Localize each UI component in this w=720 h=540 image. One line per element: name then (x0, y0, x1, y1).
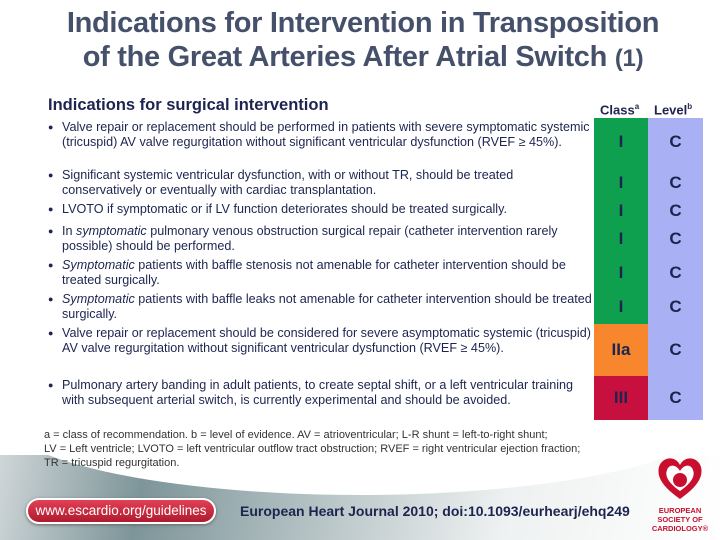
class-cell: I (594, 166, 648, 200)
heart-logo-icon (655, 455, 705, 501)
recommendation-text (48, 258, 593, 287)
class-header-sup: a (634, 102, 640, 111)
recommendation-content: patients with baffle leaks not amenable for catheter intervention should be treated surgically. (62, 292, 592, 321)
footnote-line: TR = tricuspid regurgitation. (44, 457, 180, 469)
recommendations-table (0, 118, 720, 420)
table-row (0, 376, 720, 420)
recommendation-text (48, 292, 593, 321)
recommendation-content: pulmonary venous obstruction surgical repair (catheter intervention rarely possible) should be performed. (62, 224, 558, 253)
table-row (0, 290, 720, 324)
recommendation-text (48, 224, 593, 253)
recommendation-content: Valve repair or replacement should be performed in patients with severe symptomatic systemic (tricuspid) AV valve regurgitation without significant ventricular dysfunction (RVEF ≥ 45%). (62, 120, 590, 149)
recommendation-text (48, 168, 593, 197)
recommendation-text (48, 378, 593, 407)
bullet-icon: ● (48, 204, 54, 214)
recommendation-body (48, 378, 593, 407)
emphasis: Symptomatic (62, 292, 135, 306)
class-header-text: Class (600, 102, 635, 118)
table-row (0, 324, 720, 376)
bullet-icon: ● (48, 122, 54, 132)
recommendation-body (48, 258, 593, 287)
level-cell: C (648, 200, 703, 222)
title-line-2 (18, 40, 708, 76)
level-cell: C (648, 290, 703, 324)
emphasis: symptomatic (76, 224, 147, 238)
text-prefix: In (62, 224, 77, 238)
recommendation-body (48, 168, 593, 197)
level-cell: C (648, 324, 703, 376)
slide-title (18, 6, 708, 76)
level-cell: C (648, 222, 703, 256)
table-row (0, 200, 720, 222)
title-line-2-text: of the Great Arteries After Atrial Switch (82, 41, 608, 73)
recommendation-body (48, 292, 593, 321)
table-row (0, 118, 720, 166)
level-header-sup: b (687, 102, 693, 111)
class-cell: I (594, 256, 648, 290)
footnote (44, 428, 644, 470)
recommendation-body (48, 326, 593, 355)
level-cell: C (648, 256, 703, 290)
recommendation-body (48, 224, 593, 253)
recommendation-text (48, 326, 593, 355)
class-cell: I (594, 222, 648, 256)
class-header (600, 102, 639, 117)
guidelines-link[interactable]: www.escardio.org/guidelines (26, 498, 216, 524)
table-row (0, 222, 720, 256)
logo-text: EUROPEAN (658, 506, 702, 515)
title-number: (1) (614, 45, 644, 72)
bullet-icon: ● (48, 170, 54, 180)
title-line-1: Indications for Intervention in Transposition (66, 7, 660, 39)
recommendation-body (48, 202, 593, 217)
level-header (654, 102, 692, 117)
recommendation-body (48, 120, 593, 149)
bullet-icon: ● (48, 380, 54, 390)
esc-logo (640, 455, 720, 533)
bullet-icon: ● (48, 294, 54, 304)
level-cell: C (648, 118, 703, 166)
level-cell: C (648, 376, 703, 420)
footnote-line: a = class of recommendation. b = level of evidence. AV = atrioventricular; L-R shunt = left-to-right shunt; (44, 429, 548, 441)
level-cell: C (648, 166, 703, 200)
recommendation-content: Pulmonary artery banding in adult patients, to create septal shift, or a left ventricular training with subsequent arterial switch, is currently experimental and should be avoided. (62, 378, 574, 407)
recommendation-content: Valve repair or replacement should be considered for severe asymptomatic systemic (tricuspid) AV valve regurgitation without significant ventricular dysfunction (RVEF ≥ 45%). (62, 326, 591, 355)
emphasis: Symptomatic (62, 258, 135, 272)
class-cell: I (594, 118, 648, 166)
recommendation-text (48, 202, 593, 217)
class-cell: I (594, 200, 648, 222)
table-heading: Indications for surgical intervention (48, 96, 329, 114)
class-cell: I (594, 290, 648, 324)
logo-text: CARDIOLOGY® (651, 524, 709, 533)
journal-reference: European Heart Journal 2010; doi:10.1093/eurhearj/ehq249 (240, 503, 630, 519)
logo-text: SOCIETY OF (657, 515, 703, 524)
bullet-icon: ● (48, 226, 54, 236)
table-row (0, 256, 720, 290)
bullet-icon: ● (48, 328, 54, 338)
recommendation-content: LVOTO if symptomatic or if LV function deteriorates should be treated surgically. (62, 202, 507, 216)
class-cell: IIa (594, 324, 648, 376)
class-cell: III (594, 376, 648, 420)
level-header-text: Level (654, 102, 688, 118)
table-row (0, 166, 720, 200)
bullet-icon: ● (48, 260, 54, 270)
recommendation-content: patients with baffle stenosis not amenable for catheter intervention should be treated surgically. (62, 258, 566, 287)
recommendation-content: Significant systemic ventricular dysfunction, with or without TR, should be treated conservatively or eventually with cardiac transplantation. (62, 168, 514, 197)
footnote-line: LV = Left ventricle; LVOTO = left ventricular outflow tract obstruction; RVEF = right ventricular ejection fraction; (44, 443, 581, 455)
recommendation-text (48, 120, 593, 149)
